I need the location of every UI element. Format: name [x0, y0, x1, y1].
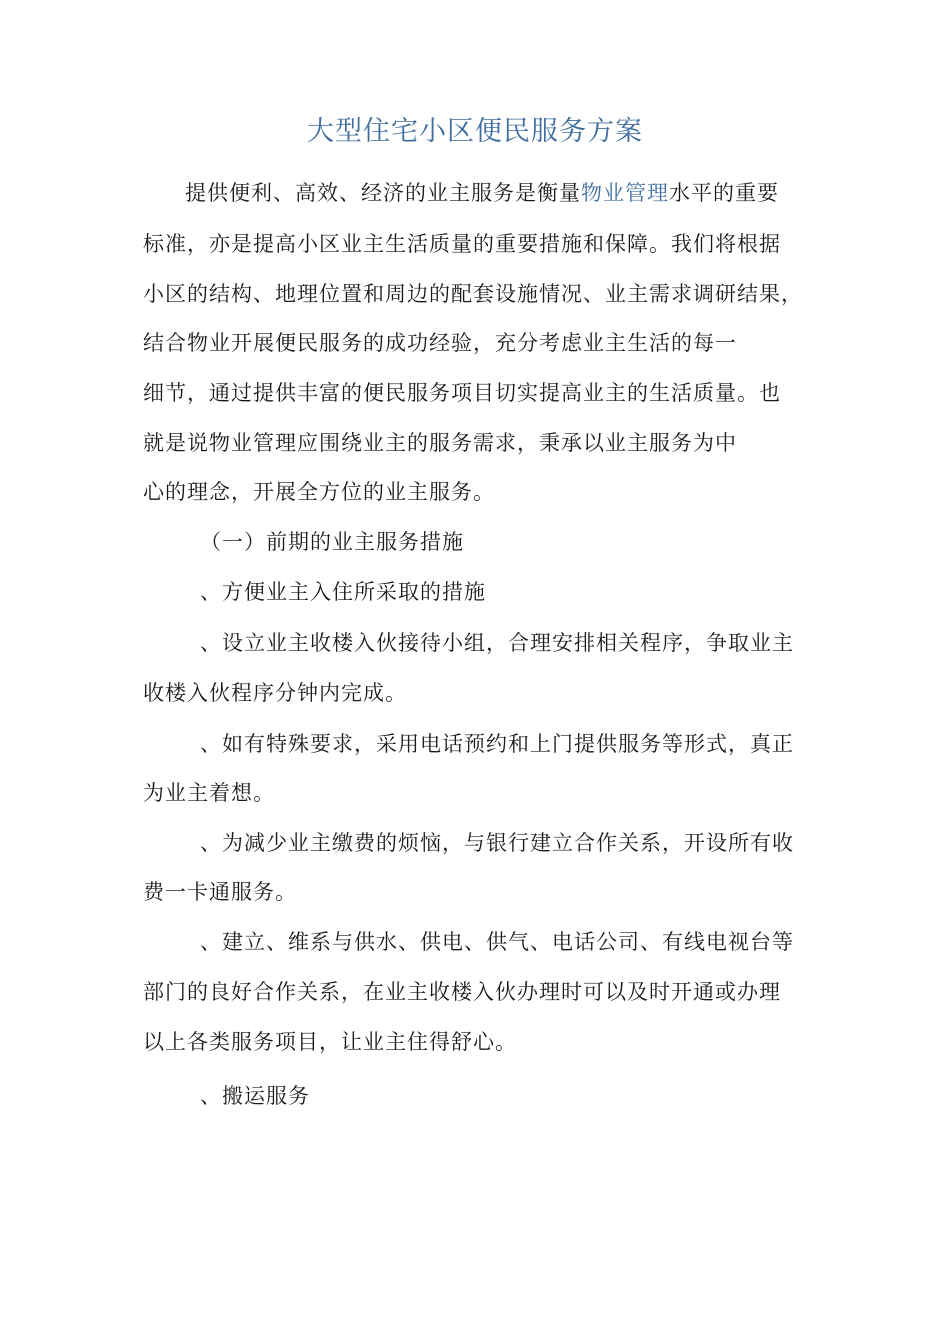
item-1a-line-2: 收楼入伙程序分钟内完成。: [143, 681, 407, 705]
intro-line-5: 细节，通过提供丰富的便民服务项目切实提高业主的生活质量。也: [143, 381, 781, 405]
intro-line-3: 小区的结构、地理位置和周边的配套设施情况、业主需求调研结果，: [143, 282, 803, 306]
intro-line-1: [185, 178, 779, 208]
item-1b-line-1: 、如有特殊要求，采用电话预约和上门提供服务等形式，真正: [200, 732, 794, 756]
intro-line-4: 结合物业开展便民服务的成功经验，充分考虑业主生活的每一: [143, 331, 737, 355]
item-2-heading: 、搬运服务: [200, 1084, 310, 1108]
item-1d-line-2: 部门的良好合作关系，在业主收楼入伙办理时可以及时开通或办理: [143, 980, 781, 1004]
item-1c-line-1: 、为减少业主缴费的烦恼，与银行建立合作关系，开设所有收: [200, 831, 794, 855]
intro-line-2: 标准，亦是提高小区业主生活质量的重要措施和保障。我们将根据: [143, 232, 781, 256]
section-1-heading: （一）前期的业主服务措施: [200, 530, 464, 554]
property-management-link[interactable]: 物业管理: [581, 181, 669, 205]
intro-line-6: 就是说物业管理应围绕业主的服务需求，秉承以业主服务为中: [143, 431, 737, 455]
item-1a-line-1: 、设立业主收楼入伙接待小组，合理安排相关程序，争取业主: [200, 631, 794, 655]
item-1-heading: 、方便业主入住所采取的措施: [200, 580, 486, 604]
intro-line-1-text-before: 提供便利、高效、经济的业主服务是衡量: [185, 181, 581, 205]
intro-line-1-text-after: 水平的重要: [669, 181, 779, 205]
item-1d-line-1: 、建立、维系与供水、供电、供气、电话公司、有线电视台等: [200, 930, 794, 954]
item-1d-line-3: 以上各类服务项目，让业主住得舒心。: [143, 1030, 517, 1054]
document-title: 大型住宅小区便民服务方案: [307, 116, 643, 147]
item-1b-line-2: 为业主着想。: [143, 781, 275, 805]
intro-line-7: 心的理念，开展全方位的业主服务。: [143, 480, 495, 504]
item-1c-line-2: 费一卡通服务。: [143, 880, 297, 904]
